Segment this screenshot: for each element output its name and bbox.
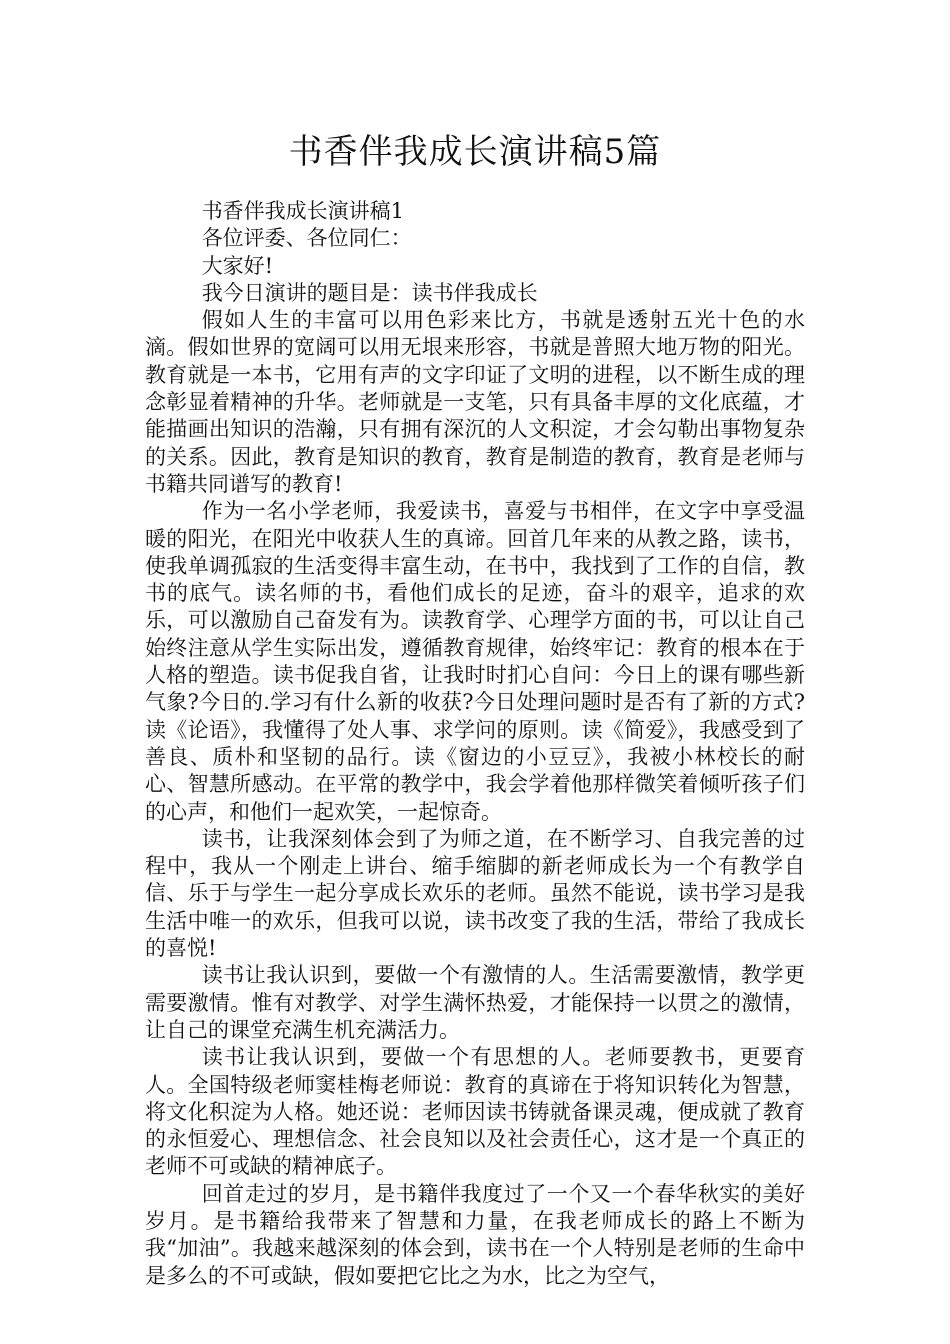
paragraph-body: 作为一名小学老师，我爱读书，喜爱与书相伴，在文字中享受温暖的阳光，在阳光中收获人生的真谛。回首几年来的从教之路，读书，使我单调孤寂的生活变得丰富生动，在书中，我找到了工作的自信，教书的底气。读名师的书，看他们成长的足迹，奋斗的艰辛，追求的欢乐，可以激励自己奋发有为。读教育学、心理学方面的书，可以让自己始终注意从学生实际出发，遵循教育规律，始终牢记：教育的根本在于人格的塑造。读书促我自省，让我时时扪心自问：今日上的课有哪些新气象?今日的.学习有什么新的收获?今日处理问题时是否有了新的方式?读《论语》，我懂得了处人事、求学问的原则。读《简爱》，我感受到了善良、质朴和坚韧的品行。读《窗边的小豆豆》，我被小林校长的耐心、智慧所感动。在平常的教学中，我会学着他那样微笑着倾听孩子们的心声，和他们一起欢笑，一起惊奇。 <box>145 499 805 824</box>
paragraph-greeting: 大家好! <box>201 253 274 278</box>
paragraph-salutation: 各位评委、各位同仁： <box>201 226 412 251</box>
document-body <box>145 198 805 1290</box>
paragraph-body: 读书，让我深刻体会到了为师之道，在不断学习、自我完善的过程中，我从一个刚走上讲台、缩手缩脚的新老师成长为一个有教学自信、乐于与学生一起分享成长欢乐的老师。虽然不能说，读书学习是我生活中唯一的欢乐，但我可以说，读书改变了我的生活，带给了我成长的喜悦! <box>145 826 805 961</box>
paragraph-subtitle: 书香伴我成长演讲稿1 <box>201 199 405 223</box>
document-title: 书香伴我成长演讲稿5篇 <box>288 132 662 172</box>
paragraph-body: 假如人生的丰富可以用色彩来比方，书就是透射五光十色的水滴。假如世界的宽阔可以用无垠来形容，书就是普照大地万物的阳光。教育就是一本书，它用有声的文字印证了文明的进程，以不断生成的理念彰显着精神的升华。老师就是一支笔，只有具备丰厚的文化底蕴，才能描画出知识的浩瀚，只有拥有深沉的人文积淀，才会勾勒出事物复杂的关系。因此，教育是知识的教育，教育是制造的教育，教育是老师与书籍共同谱写的教育! <box>145 308 805 496</box>
paragraph-body: 读书让我认识到，要做一个有思想的人。老师要教书，更要育人。全国特级老师窦桂梅老师说：教育的真谛在于将知识转化为智慧，将文化积淀为人格。她还说：老师因读书铸就备课灵魂，便成就了教育的永恒爱心、理想信念、社会良知以及社会责任心，这才是一个真正的老师不可或缺的精神底子。 <box>145 1045 805 1179</box>
paragraph-body: 回首走过的岁月，是书籍伴我度过了一个又一个春华秋实的美好岁月。是书籍给我带来了智慧和力量，在我老师成长的路上不断为我“加油”。我越来越深刻的体会到，读书在一个人特别是老师的生命中是多么的不可或缺，假如要把它比之为水，比之为空气， <box>145 1181 805 1288</box>
paragraph-body: 读书让我认识到，要做一个有激情的人。生活需要激情，教学更需要激情。惟有对教学、对学生满怀热爱，才能保持一以贯之的激情，让自己的课堂充满生机充满活力。 <box>145 963 805 1042</box>
paragraph-topic: 我今日演讲的题目是：读书伴我成长 <box>201 280 538 305</box>
